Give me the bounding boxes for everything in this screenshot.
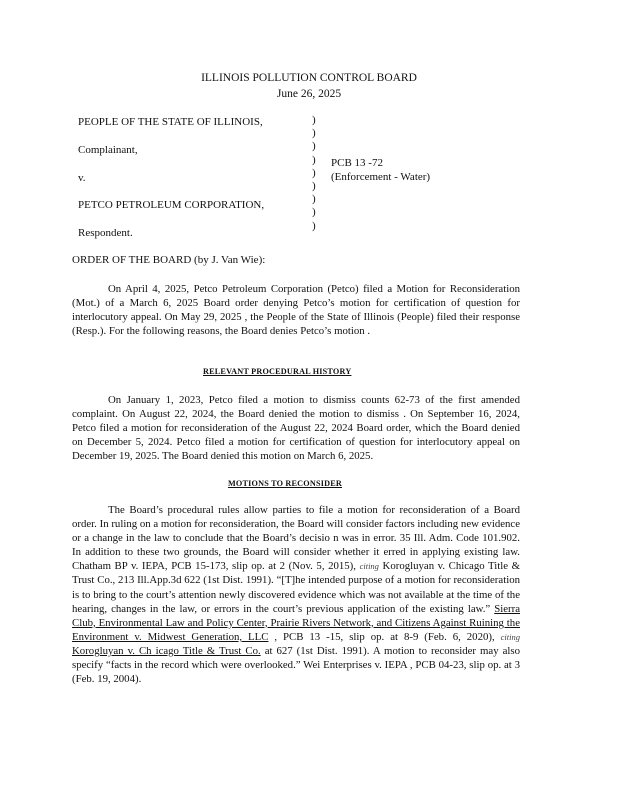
citing-signal: citing: [359, 561, 379, 572]
caption-paren: ): [312, 180, 316, 193]
case-number: PCB 13 -72: [331, 157, 383, 169]
section-heading-history: RELEVANT PROCEDURAL HISTORY: [203, 367, 352, 376]
standard-paragraph: [72, 503, 520, 686]
caption-paren: ): [312, 166, 316, 179]
plaintiff-name: PEOPLE OF THE STATE OF ILLINOIS,: [78, 116, 263, 128]
caption-paren: ): [312, 114, 316, 126]
caption-paren: ): [312, 140, 316, 153]
caption-paren: ): [312, 219, 316, 232]
order-heading: ORDER OF THE BOARD (by J. Van Wie):: [72, 254, 266, 266]
caption-paren: ): [312, 206, 316, 219]
history-paragraph: On January 1, 2023, Petco filed a motion to dismiss counts 62-73 of the first amended complaint. On August 22, 2024, the Board denied the motion to dismiss . On September 16, 2024, Petco filed a motion for reconsideration of the August 22, 2024 Board order, which the Board denied on December 5, 2024. Petco filed a motion for certification of question for interlocutory appeal on December 19, 2025. The Board denied this motion on March 6, 2025.: [72, 394, 520, 463]
case-citation-korogluyan: Korogluyan v. Ch icago Title & Trust Co.: [72, 644, 261, 657]
case-type: (Enforcement - Water): [331, 171, 431, 183]
standard-text-1: The Board’s procedural rules allow parties to file a motion for reconsideration of a Board order. In ruling on a motion for reconsideration, the Board will consider factors including new evidence or a change in the law to conclude that the Board’s decisio n was in error. 35 Ill. Adm. Code 101.902. In addition to these two grounds, the Board will consider whether it erred in applying existing law. Chatham BP v. IEPA, PCB 15-173, slip op. at 2 (Nov. 5, 2015),: [72, 504, 520, 573]
plaintiff-role: Complainant,: [78, 144, 138, 156]
standard-text-4: at 627 (1st Dist. 1991). A motion to reconsider may also specify “facts in the record which were overlooked.” Wei Enterprises v. IEPA , PCB 04-23, slip op. at 3 (Feb. 19, 2004).: [72, 644, 520, 686]
standard-text-3: , PCB 13 -15, slip op. at 8-9 (Feb. 6, 2020),: [274, 630, 495, 643]
citing-signal: citing: [500, 631, 520, 642]
caption-bracket: [312, 114, 322, 233]
standard-text-2: Korogluyan v. Chicago Title & Trust Co., 213 Ill.App.3d 622 (1st Dist. 1991). “[T]he intended purpose of a motion for reconsideration is to bring to the court’s attention newly discovered evidence which was not available at the time of the hearing, changes in the law, or errors in the court’s previous application of the existing law.”: [72, 560, 521, 615]
order-date: June 26, 2025: [276, 88, 342, 100]
board-name: ILLINOIS POLLUTION CONTROL BOARD: [201, 72, 417, 84]
defendant-role: Respondent.: [78, 227, 133, 239]
section-heading-reconsider: MOTIONS TO RECONSIDER: [228, 479, 342, 488]
defendant-name: PETCO PETROLEUM CORPORATION,: [78, 199, 265, 211]
caption-paren: ): [312, 193, 316, 206]
caption-paren: ): [312, 127, 316, 140]
intro-paragraph: On April 4, 2025, Petco Petroleum Corporation (Petco) filed a Motion for Reconsideration (Mot.) of a March 6, 2025 Board order denying Petco’s motion for certification of question for interlocutory appeal. On May 29, 2025 , the People of the State of Illinois (People) filed their response (Resp.). For the following reasons, the Board denies Petco’s motion .: [72, 283, 520, 338]
case-citation-sierra-club: Sierra Club, Environmental Law and Policy Center, Prairie Rivers Network, and Citizens Against Ruining the Environment v. Midwest Generation, LLC: [72, 602, 521, 643]
versus-label: v.: [78, 172, 86, 184]
caption-paren: ): [312, 153, 316, 166]
